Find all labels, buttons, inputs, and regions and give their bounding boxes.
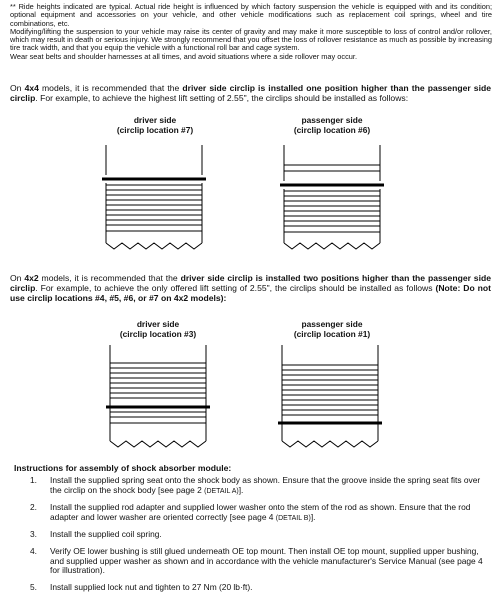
caption-4x4-driver: driver side (circlip location #7) xyxy=(116,115,194,135)
shock-diagram-4x4-driver xyxy=(100,145,208,265)
detail-a-ref: (DETAIL A) xyxy=(204,487,239,495)
disclaimer-ride-height: ** Ride heights indicated are typical. Actual ride height is influenced by which factory suspension the vehicle is equipped with and its condition; optional equipment and accessories on your vehicle, and other vehicle modifications such as replacement coil springs, wheel and tire combinations, etc. xyxy=(10,2,492,28)
shock-body-4x2-driver xyxy=(104,345,212,460)
shock-diagram-4x4-passenger xyxy=(278,145,386,265)
instruction-step-2: 2. Install the supplied rod adapter and supplied lower washer onto the stem of the rod as shown. Ensure that the rod adapter and lower washer are oriented correctly [see page 4 (DETAIL B)]. xyxy=(30,502,471,522)
instruction-step-1: 1. Install the supplied spring seat onto the shock body as shown. Ensure that the groove inside the spring seat fits over the circlip on the shock body [see page 2 (DETAIL A)]. xyxy=(30,475,481,495)
instruction-step-4: 4. Verify OE lower bushing is still glued underneath OE top mount. Then install OE top mount, supplied upper bushing, and supplied upper washer as shown and in accordance with the vehicle manufacturer's Service Manual (see page 4 for illustration). xyxy=(30,545,483,576)
instructions-title: Instructions for assembly of shock absorber module: xyxy=(14,463,232,473)
disclaimer-seatbelts: Wear seat belts and shoulder harnesses at all times, and avoid situations where a side rollover may occur. xyxy=(10,51,357,61)
detail-b-ref: (DETAIL B) xyxy=(275,514,311,522)
shock-body-4x4-driver xyxy=(100,145,208,265)
instruction-step-3: 3. Install the supplied coil spring. xyxy=(30,529,162,540)
paragraph-4x2: On 4x2 models, it is recommended that the driver side circlip is installed two positions higher than the passenger side circlip. For example, to achieve the only offered lift setting of 2.55", the circlips should be installed as follows (Note: Do not use circlip locations #4, #5, #6, or #7 on 4x2 models): xyxy=(10,273,492,303)
disclaimer-rollover: Modifying/lifting the suspension to your vehicle may raise its center of gravity and may make it more susceptible to loss of control and/or rollover, which may result in death or serious injury. We strongly recommend that you offset the loss of rollover resistance as much as possible by increasing tire track width, and that you equip the vehicle with a functional roll bar and cage system. xyxy=(10,26,492,53)
note-4x2: (Note: Do not use circlip locations #4, #5, #6, or #7 on 4x2 models): xyxy=(10,282,491,303)
paragraph-4x4: On 4x4 models, it is recommended that the driver side circlip is installed one position higher than the passenger side circlip. For example, to achieve the highest lift setting of 2.55", the circlips should be installed as follows: xyxy=(10,83,491,103)
caption-4x2-driver: driver side (circlip location #3) xyxy=(119,319,197,339)
recommendation-4x2: driver side circlip is installed two positions higher than the passenger side circlip xyxy=(10,273,492,293)
shock-body-4x2-passenger xyxy=(276,345,384,460)
shock-body-4x4-passenger xyxy=(278,145,386,265)
shock-diagram-4x2-passenger xyxy=(276,345,384,460)
ride-height-disclaimer xyxy=(10,3,492,61)
caption-4x2-passenger: passenger side (circlip location #1) xyxy=(293,319,371,339)
model-4x4: 4x4 xyxy=(24,83,39,93)
instructions-list xyxy=(30,476,492,599)
shock-diagram-4x2-driver xyxy=(104,345,212,460)
caption-4x4-passenger: passenger side (circlip location #6) xyxy=(293,115,371,135)
instruction-step-5: 5. Install supplied lock nut and tighten to 27 Nm (20 lb·ft). xyxy=(30,581,253,592)
model-4x2: 4x2 xyxy=(24,273,39,283)
recommendation-4x4: driver side circlip is installed one position higher than the passenger side circlip xyxy=(10,83,491,103)
